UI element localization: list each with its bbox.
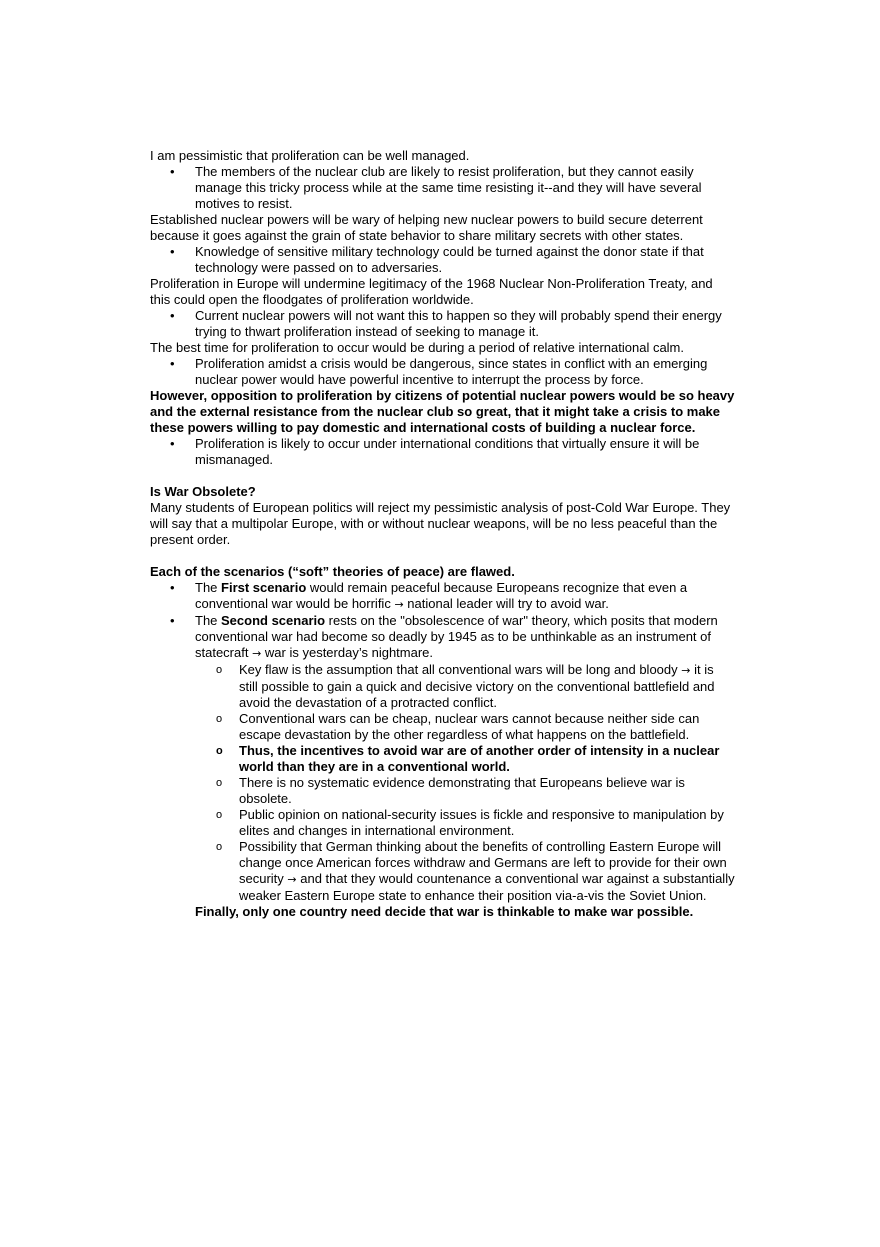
bullet-marker: • <box>170 613 175 628</box>
bullet-text: Proliferation amidst a crisis would be dangerous, since states in conflict with an emerging nuclear power would have powerful incentive to interrupt the process by force. <box>195 356 708 387</box>
sub-bullet-item <box>150 662 735 711</box>
sub-bullet-text: There is no systematic evidence demonstrating that Europeans believe war is obsolete. <box>239 775 685 806</box>
spacer <box>150 468 735 484</box>
bullet-item <box>150 308 735 340</box>
paragraph-students: Many students of European politics will reject my pessimistic analysis of post-Cold War Europe. They will say that a multipolar Europe, with or without nuclear weapons, will be no less peaceful than the present order. <box>150 500 731 547</box>
paragraph-pessimism: I am pessimistic that proliferation can be well managed. <box>150 148 470 163</box>
paragraph-opposition: However, opposition to proliferation by citizens of potential nuclear powers would be so heavy and the external resistance from the nuclear club so great, that it might take a crisis to make these powers willing to pay domestic and international costs of building a nuclear force. <box>150 388 735 435</box>
arrow-icon: → <box>394 598 404 611</box>
bullet-text: Knowledge of sensitive military technology could be turned against the donor state if that technology were passed on to adversaries. <box>195 244 704 275</box>
sub-bullet-item <box>150 775 735 807</box>
bullet-item <box>150 244 735 276</box>
sub-bullet-text-pre: Possibility that German thinking about the benefits of controlling Eastern Europe will change once American forces withdraw and Germans are left to provide for their own security <box>239 839 727 886</box>
sub-bullet-marker: o <box>216 745 223 757</box>
section-heading-scenarios: Each of the scenarios (“soft” theories of peace) are flawed. <box>150 564 515 579</box>
bullet-item <box>150 164 735 212</box>
paragraph-final: Finally, only one country need decide that war is thinkable to make war possible. <box>195 904 694 919</box>
bullet-text-end: national leader will try to avoid war. <box>403 596 609 611</box>
arrow-icon: → <box>681 664 691 677</box>
sub-bullet-item <box>150 743 735 775</box>
sub-bullet-text-post: it is still possible to gain a quick and decisive victory on the conventional battlefield and avoid the devastation of a protracted conflict. <box>239 662 715 710</box>
sub-bullet-marker: o <box>216 809 223 821</box>
sub-bullet-marker: o <box>216 664 223 676</box>
bullet-text: Current nuclear powers will not want this to happen so they will probably spend their energy trying to thwart proliferation instead of seeking to manage it. <box>195 308 722 339</box>
bullet-text-bold: First scenario <box>221 580 307 595</box>
sub-bullet-item <box>150 711 735 743</box>
bullet-text-post: would remain peaceful because Europeans recognize that even a conventional war would be horrific <box>195 580 688 611</box>
bullet-item <box>150 356 735 388</box>
paragraph-established-powers: Established nuclear powers will be wary of helping new nuclear powers to build secure deterrent because it goes against the grain of state behavior to share military secrets with other states. <box>150 212 703 243</box>
sub-bullet-marker: o <box>216 777 223 789</box>
bullet-text: The members of the nuclear club are likely to resist proliferation, but they cannot easily manage this tricky process while at the same time resisting it--and they will have several motives to resist. <box>195 164 702 211</box>
paragraph-npt: Proliferation in Europe will undermine legitimacy of the 1968 Nuclear Non-Proliferation Treaty, and this could open the floodgates of proliferation worldwide. <box>150 276 713 307</box>
bullet-marker: • <box>170 164 175 179</box>
bullet-item-second-scenario <box>150 613 735 662</box>
bullet-text-post: rests on the "obsolescence of war" theory, which posits that modern conventional war had become so deadly by 1945 as to be unthinkable as an instrument of statecraft <box>195 613 718 660</box>
arrow-icon: → <box>252 647 262 660</box>
sub-bullet-marker: o <box>216 841 223 853</box>
bullet-text-pre: The <box>195 580 222 595</box>
bullet-marker: • <box>170 308 175 323</box>
bullet-text: Proliferation is likely to occur under international conditions that virtually ensure it will be mismanaged. <box>195 436 700 467</box>
sub-bullet-text-pre: Key flaw is the assumption that all conventional wars will be long and bloody <box>239 662 682 677</box>
spacer <box>150 548 735 564</box>
bullet-text-end: war is yesterday’s nightmare. <box>261 645 434 660</box>
bullet-text-pre: The <box>195 613 222 628</box>
sub-bullet-item <box>150 807 735 839</box>
section-heading-war-obsolete: Is War Obsolete? <box>150 484 256 499</box>
sub-bullet-text-post: and that they would countenance a conventional war against a substantially weaker Eastern Europe state to enhance their position via-a-vis the Soviet Union. <box>239 871 735 903</box>
bullet-text-bold: Second scenario <box>221 613 326 628</box>
sub-bullet-marker: o <box>216 713 223 725</box>
sub-bullet-text: Conventional wars can be cheap, nuclear wars cannot because neither side can escape devastation by the other regardless of what happens on the battlefield. <box>239 711 700 742</box>
document-body <box>150 148 735 920</box>
bullet-marker: • <box>170 580 175 595</box>
sub-bullet-text: Thus, the incentives to avoid war are of another order of intensity in a nuclear world than they are in a conventional world. <box>239 743 720 774</box>
bullet-item-first-scenario <box>150 580 735 613</box>
bullet-item <box>150 436 735 468</box>
bullet-marker: • <box>170 436 175 451</box>
bullet-marker: • <box>170 244 175 259</box>
sub-bullet-item <box>150 839 735 904</box>
arrow-icon: → <box>287 873 297 886</box>
sub-bullet-text: Public opinion on national-security issues is fickle and responsive to manipulation by elites and changes in international environment. <box>239 807 724 838</box>
bullet-marker: • <box>170 356 175 371</box>
paragraph-best-time: The best time for proliferation to occur would be during a period of relative international calm. <box>150 340 685 355</box>
